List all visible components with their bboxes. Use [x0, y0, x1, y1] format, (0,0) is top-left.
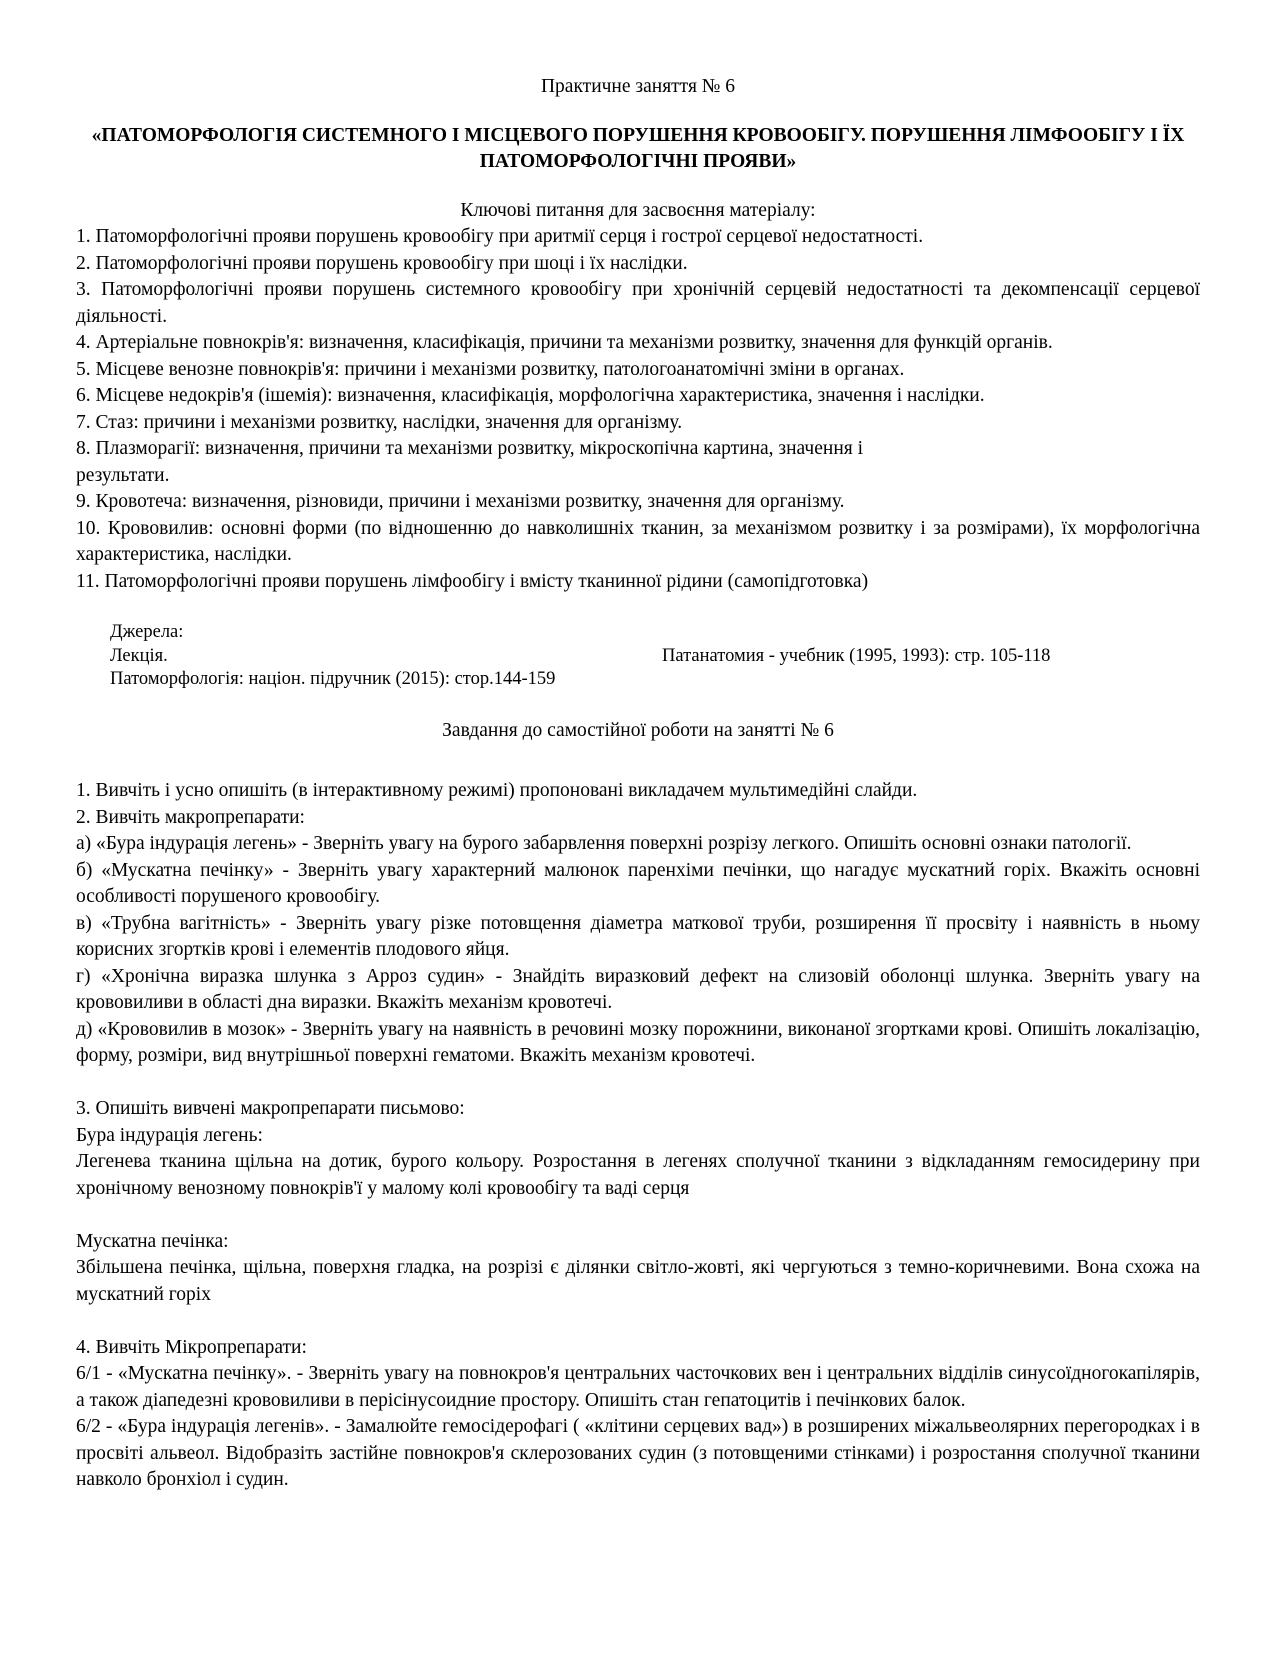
micro-item: 6/1 - «Мускатна печінку». - Зверніть увагу на повнокров'я центральних часточкових вен і центральних відділів синусоїдногокапілярів, а також діапедезні крововиливи в перісінусоидние простору. Опишіть стан гепатоцитів і печінкових балок.	[76, 1363, 1200, 1411]
task-3: 3. Опишіть вивчені макропрепарати письмово:	[76, 1098, 465, 1119]
question-item: 7. Стаз: причини і механізми розвитку, наслідки, значення для організму.	[76, 411, 683, 433]
key-questions-list	[76, 224, 1200, 595]
task-2: 2. Вивчіть макропрепарати:	[76, 806, 305, 828]
source-patanatomy: Патанатомия - учебник (1995, 1993): стр. 105-118	[662, 645, 1051, 666]
task-4: 4. Вивчіть Мікропрепарати:	[76, 1336, 307, 1358]
question-item: 10. Крововилив: основні форми (по відношенню до навколишніх тканин, за механізмом розвитку і за розмірами), їх морфологічна характеристика, наслідки.	[76, 517, 1200, 565]
macro-item: а) «Бура індурація легень» - Зверніть увагу на бурого забарвлення поверхні розрізу легкого. Опишіть основні ознаки патології.	[76, 833, 1132, 854]
question-item: 11. Патоморфологічні прояви порушень лімфообігу і вмісту тканинної рідини (самопідготовка)	[76, 570, 869, 592]
macro-description-text: Збільшена печінка, щільна, поверхня гладка, на розрізі є ділянки світло-жовті, які чергуються з темно-коричневими. Вона схожа на мускатний горіх	[76, 1257, 1200, 1305]
question-item: 3. Патоморфологічні прояви порушень системного кровообігу при хронічній серцевій недостатності та декомпенсації серцевої діяльності.	[76, 279, 1200, 327]
tasks-title: Завдання до самостійної роботи на занятті № 6	[442, 719, 834, 741]
question-item: 2. Патоморфологічні прояви порушень кровообігу при шоці і їх наслідки.	[76, 252, 688, 274]
micro-item: 6/2 - «Бура індурація легенів». - Замалюйте гемосідерофагі ( «клітини серцевих вад») в розширених міжальвеолярних перегородках і в просвіті альвеол. Відобразіть застійне повнокров'я склерозованих судин (з потовщеними стінками) і розростання сполучної тканини навколо бронхіол і судин.	[76, 1416, 1200, 1490]
macro-description-title: Мускатна печінка:	[76, 1230, 229, 1252]
topic-heading: «ПАТОМОРФОЛОГІЯ СИСТЕМНОГО І МІСЦЕВОГО ПОРУШЕННЯ КРОВООБІГУ. ПОРУШЕННЯ ЛІМФООБІГУ І ЇХ ПАТОМОРФОЛОГІЧНІ ПРОЯВИ»	[91, 124, 1185, 172]
task-1: 1. Вивчіть і усно опишіть (в інтерактивному режимі) пропоновані викладачем мультимедійні слайди.	[76, 780, 918, 801]
sources-block	[110, 621, 1110, 692]
question-item: 1. Патоморфологічні прояви порушень кровообігу при аритмії серця і гострої серцевої недостатності.	[76, 226, 924, 247]
macro-item: в) «Трубна вагітність» - Зверніть увагу різке потовщення діаметра маткової труби, розширення її просвіту і наявність в ньому корисних згортків крові і елементів плодового яйця.	[76, 912, 1200, 960]
page-title: Практичне заняття № 6	[540, 76, 736, 97]
macro-item: г) «Хронічна виразка шлунка з Арроз судин» - Знайдіть виразковий дефект на слизовій оболонці шлунка. Зверніть увагу на крововиливи в області дна виразки. Вкажіть механізм кровотечі.	[76, 965, 1200, 1013]
source-lecture: Лекція.	[110, 645, 168, 666]
macro-description-text: Легенева тканина щільна на дотик, бурого кольору. Розростання в легенях сполучної тканини з відкладанням гемосидерину при хронічному венозному повнокрів'ї у малому колі кровообігу та ваді серця	[76, 1151, 1200, 1199]
question-item: 6. Місцеве недокрів'я (ішемія): визначення, класифікація, морфологічна характеристика, значення і наслідки.	[76, 385, 985, 406]
key-questions-title: Ключові питання для засвоєння матеріалу:	[460, 199, 816, 221]
question-item: 4. Артеріальне повнокрів'я: визначення, класифікація, причини та механізми розвитку, значення для функцій органів.	[76, 332, 1053, 353]
question-item: 9. Кровотеча: визначення, різновиди, причини і механізми розвитку, значення для організму.	[76, 491, 845, 512]
question-item: 8. Плазморагії: визначення, причини та механізми розвитку, мікроскопічна картина, значення і	[76, 438, 864, 459]
macro-description-title: Бура індурація легень:	[76, 1124, 263, 1146]
macro-item: д) «Крововилив в мозок» - Зверніть увагу на наявність в речовині мозку порожнини, виконаної згортками крові. Опишіть локалізацію, форму, розміри, вид внутрішньої поверхні гематоми. Вкажіть механізм кровотечі.	[76, 1018, 1200, 1066]
sources-label: Джерела:	[110, 622, 184, 642]
question-item: 5. Місцеве венозне повнокрів'я: причини і механізми розвитку, патологоанатомічні зміни в органах.	[76, 358, 905, 380]
macro-item: б) «Мускатна печінку» - Зверніть увагу характерний малюнок паренхіми печінки, що нагадує мускатний горіх. Вкажіть основні особливості порушеного кровообігу.	[76, 859, 1200, 907]
tasks-list	[76, 778, 1200, 1494]
question-item: результати.	[76, 464, 170, 486]
source-textbook: Патоморфологія: націон. підручник (2015): стор.144-159	[110, 669, 556, 689]
